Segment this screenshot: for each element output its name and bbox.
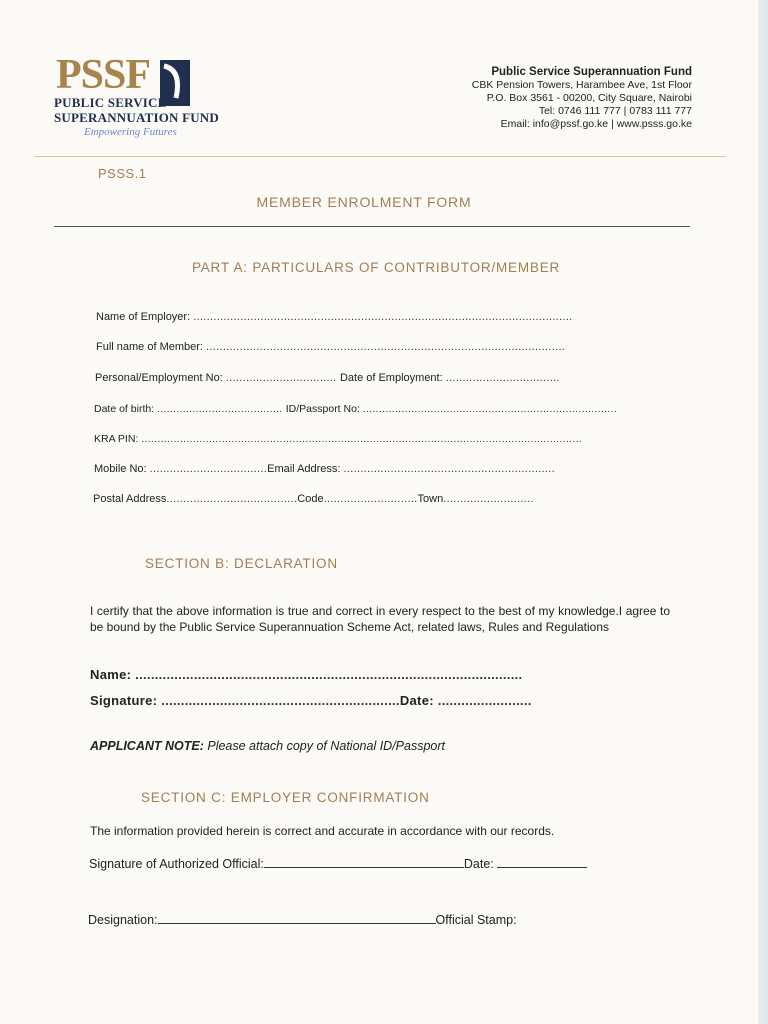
mobile-label: Mobile No: (94, 463, 147, 475)
designation-field[interactable] (88, 913, 517, 927)
declaration-signature-field[interactable]: Signature: .............................................................Date: ........................ (90, 693, 532, 708)
form-title: MEMBER ENROLMENT FORM (256, 194, 472, 210)
email-web: Email: info@pssf.go.ke | www.psss.go.ke (500, 118, 692, 130)
address-line1: CBK Pension Towers, Harambee Ave, 1st Floor (471, 79, 692, 91)
official-stamp-label: Official Stamp: (435, 913, 517, 927)
telephone: Tel: 0746 111 777 | 0783 111 777 (538, 105, 692, 117)
code-label: Code (297, 493, 324, 505)
personal-no-field[interactable]: Personal/Employment No: ................................. Date of Employment: .................................. (95, 372, 560, 384)
part-a-heading: PART A: PARTICULARS OF CONTRIBUTOR/MEMBER (191, 260, 561, 275)
designation-label: Designation: (88, 913, 158, 927)
official-signature-label: Signature of Authorized Official: (89, 857, 264, 871)
declaration-text: I certify that the above information is true and correct in every respect to the best of my knowledge.I agree to be bound by the Public Service Superannuation Scheme Act, related laws, Rules and Regulations (90, 604, 670, 634)
applicant-note (90, 739, 445, 753)
section-c-heading: SECTION C: EMPLOYER CONFIRMATION (141, 790, 430, 805)
declaration-name-label: Name: (90, 667, 132, 682)
logo-line1: PUBLIC SERVICE (54, 95, 167, 110)
logo-tagline: Empowering Futures (84, 126, 177, 138)
declaration-signature-label: Signature: (90, 693, 158, 708)
dob-label: Date of birth: (94, 403, 155, 415)
full-name-field[interactable]: Full name of Member: ........................................................................................................... (96, 341, 566, 353)
postal-label: Postal Address (93, 493, 167, 505)
mobile-field[interactable]: Mobile No: ...................................Email Address: ............................................................... (94, 463, 555, 475)
logo-line2: SUPERANNUATION FUND (54, 110, 219, 125)
title-divider (54, 226, 690, 227)
official-signature-field[interactable] (89, 857, 587, 871)
declaration-date-label: Date: (399, 693, 434, 708)
header-divider (34, 156, 726, 157)
org-name: Public Service Superannuation Fund (491, 66, 692, 78)
kra-pin-label: KRA PIN: (94, 433, 139, 445)
employer-label: Name of Employer: (96, 311, 191, 323)
declaration-name-field[interactable]: Name: ................................................................................................... (90, 667, 523, 682)
section-b-heading: SECTION B: DECLARATION (145, 556, 338, 571)
employer-field[interactable]: Name of Employer: ................................................................................................................. (96, 311, 573, 323)
page-edge (758, 0, 768, 1024)
official-date-label: Date: (463, 857, 494, 871)
email-label: Email Address: (267, 463, 341, 475)
contact-block (472, 66, 692, 131)
dob-field[interactable]: Date of birth: ....................................... ID/Passport No: ............................................................................... (94, 403, 617, 415)
postal-field[interactable]: Postal Address.......................................Code............................Town........................... (93, 493, 534, 505)
applicant-note-label: APPLICANT NOTE: (90, 739, 204, 753)
personal-no-label: Personal/Employment No: (95, 372, 223, 384)
id-passport-label: ID/Passport No: (285, 403, 360, 415)
date-of-employment-label: Date of Employment: (339, 372, 443, 384)
applicant-note-text: Please attach copy of National ID/Passport (203, 739, 445, 753)
form-code: PSSS.1 (98, 166, 147, 181)
town-label: Town (417, 493, 444, 505)
kra-pin-field[interactable]: KRA PIN: ......................................................................................................................................... (94, 433, 583, 445)
full-name-label: Full name of Member: (96, 341, 203, 353)
address-line2: P.O. Box 3561 - 00200, City Square, Nairobi (486, 92, 692, 104)
pssf-logo-text: PSSF (56, 52, 151, 98)
confirmation-text: The information provided herein is correct and accurate in accordance with our records. (90, 824, 555, 838)
